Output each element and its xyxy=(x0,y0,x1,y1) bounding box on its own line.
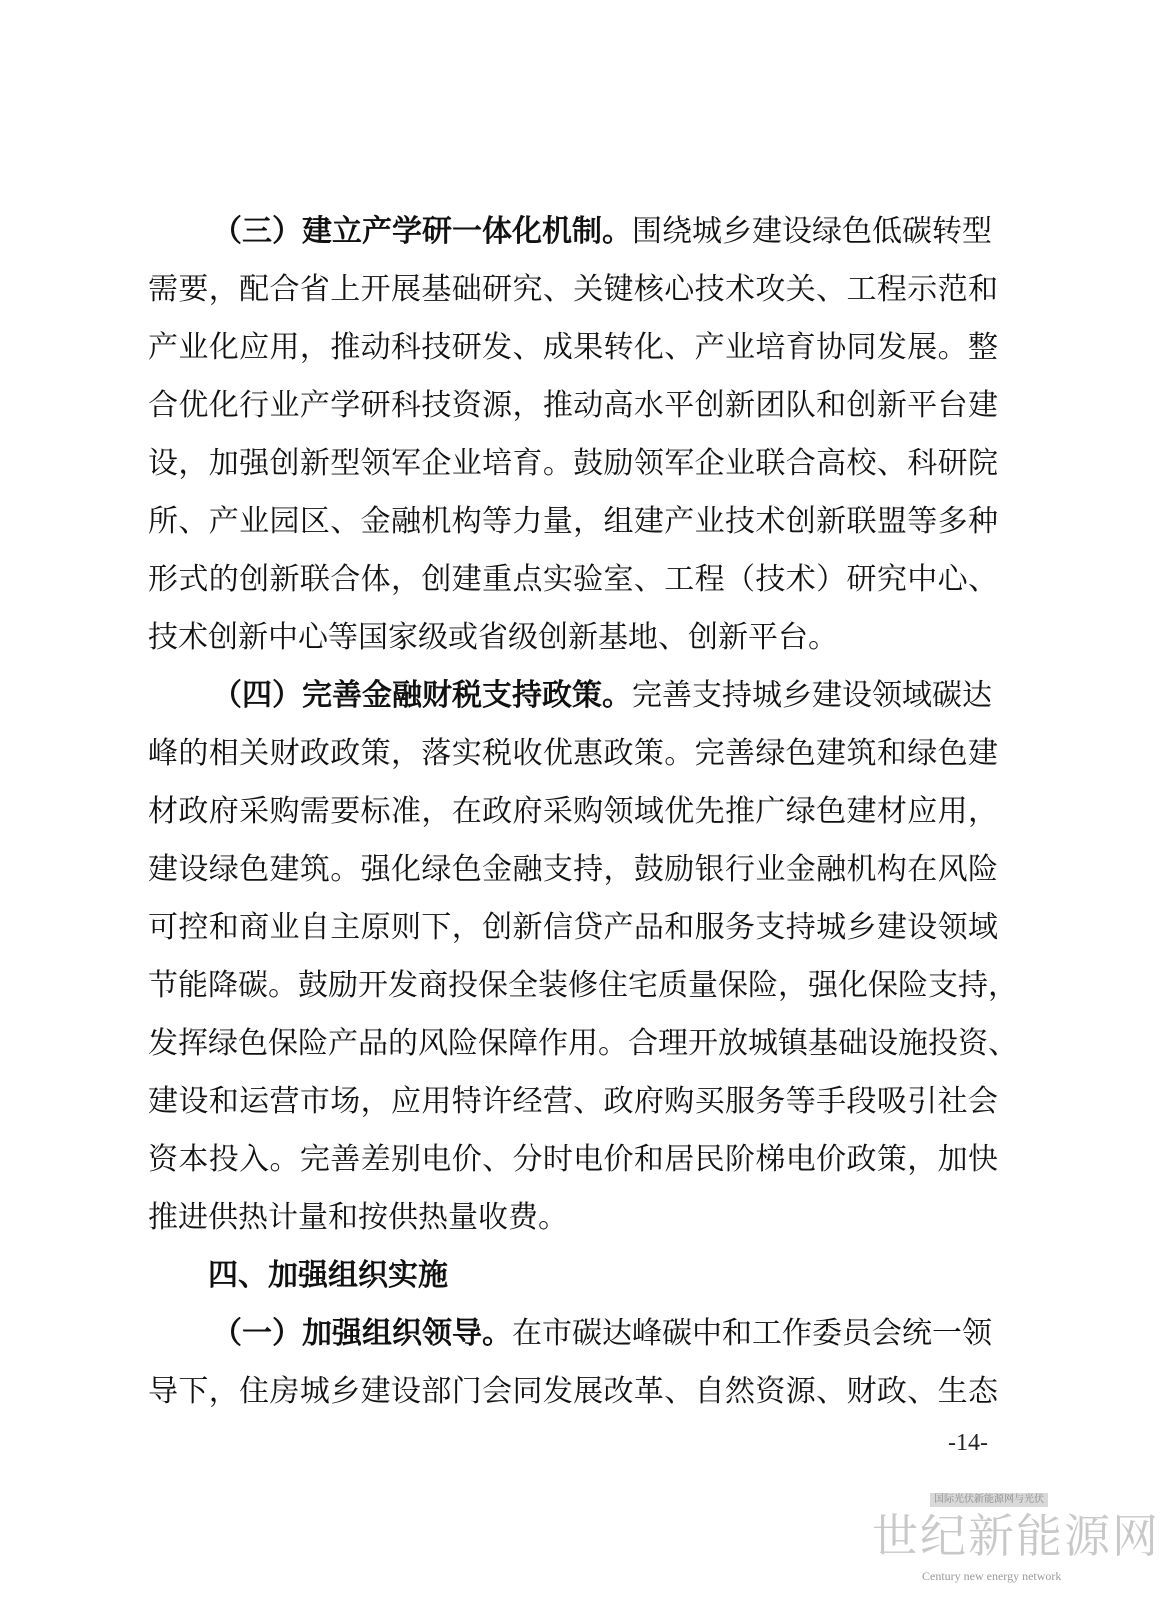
paragraph-4-line-8: 建设和运营市场，应用特许经营、政府购买服务等手段吸引社会 xyxy=(148,1084,998,1119)
paragraph-5-line-2: 导下，住房城乡建设部门会同发展改革、自然资源、财政、生态 xyxy=(148,1374,998,1409)
paragraph-4-line-5: 可控和商业自主原则下，创新信贷产品和服务支持城乡建设领域 xyxy=(148,910,998,945)
paragraph-3-line-1: （三）建立产学研一体化机制。围绕城乡建设绿色低碳转型 xyxy=(212,214,992,249)
paragraph-4-line-6: 节能降碳。鼓励开发商投保全装修住宅质量保险，强化保险支持， xyxy=(148,968,1018,1003)
watermark-logo-text: 世纪新能源网 xyxy=(872,1509,1160,1563)
paragraph-3-line-2: 需要，配合省上开展基础研究、关键核心技术攻关、工程示范和 xyxy=(148,272,998,307)
chapter-heading-4: 四、加强组织实施 xyxy=(208,1258,448,1293)
paragraph-4-line-9: 资本投入。完善差别电价、分时电价和居民阶梯电价政策，加快 xyxy=(148,1142,998,1177)
paragraph-4-line-10: 推进供热计量和按供热量收费。 xyxy=(148,1200,568,1235)
paragraph-4-line-2: 峰的相关财政政策，落实税收优惠政策。完善绿色建筑和绿色建 xyxy=(148,736,998,771)
paragraph-3-line-3: 产业化应用，推动科技研发、成果转化、产业培育协同发展。整 xyxy=(148,330,998,365)
paragraph-3-line-8: 技术创新中心等国家级或省级创新基地、创新平台。 xyxy=(148,620,838,655)
paragraph-4-line-4: 建设绿色建筑。强化绿色金融支持，鼓励银行业金融机构在风险 xyxy=(148,852,998,887)
paragraph-4-line-7: 发挥绿色保险产品的风险保障作用。合理开放城镇基础设施投资、 xyxy=(148,1026,1018,1061)
paragraph-4-line-1: （四）完善金融财税支持政策。完善支持城乡建设领域碳达 xyxy=(212,678,992,713)
paragraph-3-line-7: 形式的创新联合体，创建重点实验室、工程（技术）研究中心、 xyxy=(148,562,998,597)
paragraph-3-line-4: 合优化行业产学研科技资源，推动高水平创新团队和创新平台建 xyxy=(148,388,998,423)
watermark-english-text: Century new energy network xyxy=(922,1569,1062,1583)
paragraph-4-line-3: 材政府采购需要标准，在政府采购领域优先推广绿色建材应用， xyxy=(148,794,998,829)
section-heading-3: （三）建立产学研一体化机制。 xyxy=(212,214,632,249)
paragraph-3-line-6: 所、产业园区、金融机构等力量，组建产业技术创新联盟等多种 xyxy=(148,504,998,539)
section-heading-1: （一）加强组织领导。 xyxy=(212,1316,512,1351)
section-heading-4: （四）完善金融财税支持政策。 xyxy=(212,678,632,713)
page-number: -14- xyxy=(948,1430,988,1456)
paragraph-3-line-5: 设，加强创新型领军企业培育。鼓励领军企业联合高校、科研院 xyxy=(148,446,998,481)
paragraph-5-line-1: （一）加强组织领导。在市碳达峰碳中和工作委员会统一领 xyxy=(212,1316,992,1351)
watermark-small-text: 国际光伏新能源网与光伏 xyxy=(930,1493,1048,1507)
